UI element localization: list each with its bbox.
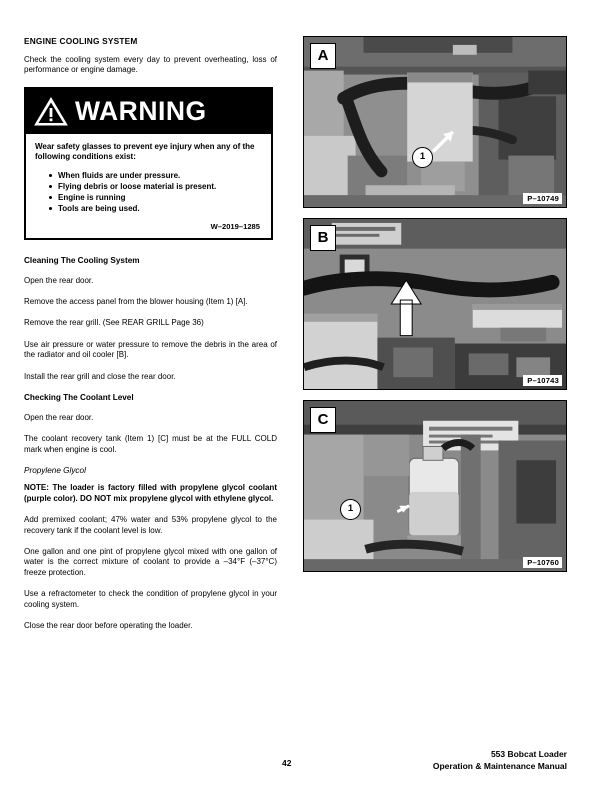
footer-line-2: Operation & Maintenance Manual xyxy=(432,761,567,771)
coolant-paragraph-1: Open the rear door. xyxy=(24,413,94,423)
figure-c-code: P–10760 xyxy=(523,557,562,568)
figure-c-letter: C xyxy=(310,407,336,433)
warning-word: WARNING xyxy=(75,96,207,127)
cleaning-paragraph-3: Remove the rear grill. (See REAR GRILL Page 36) xyxy=(24,318,204,328)
footer-manual-title xyxy=(433,748,567,772)
propylene-paragraph-1: Add premixed coolant; 47% water and 53% propylene glycol to the recovery tank if the coolant level is low. xyxy=(24,515,277,535)
page-footer xyxy=(24,744,567,772)
page-number: 42 xyxy=(282,758,292,768)
footer-line-1: 553 Bobcat Loader xyxy=(490,749,567,759)
cleaning-paragraph-4: Use air pressure or water pressure to remove the debris in the area of the radiator and oil cooler [B]. xyxy=(24,339,277,360)
propylene-glycol-heading: Propylene Glycol xyxy=(24,466,86,476)
coolant-recovery-tank-photo xyxy=(304,401,566,571)
warning-triangle-icon xyxy=(34,96,68,126)
list-item: Tools are being used. xyxy=(49,203,262,214)
list-item: Engine is running xyxy=(49,192,262,203)
page-title: ENGINE COOLING SYSTEM xyxy=(24,36,138,46)
figure-a-letter: A xyxy=(310,43,336,69)
figure-c-callout-1: 1 xyxy=(340,499,361,520)
cleaning-paragraph-2: Remove the access panel from the blower housing (Item 1) [A]. xyxy=(24,297,248,307)
warning-bullet-list xyxy=(35,170,262,214)
warning-body xyxy=(26,134,271,238)
list-item: When fluids are under pressure. xyxy=(49,170,262,181)
warning-lead-text: Wear safety glasses to prevent eye injury when any of the following conditions exist: xyxy=(35,141,255,162)
figure-b-letter: B xyxy=(310,225,336,251)
coolant-heading: Checking The Coolant Level xyxy=(24,393,134,403)
warning-box xyxy=(24,87,273,240)
figure-c xyxy=(303,400,567,572)
warning-code: W–2019–1285 xyxy=(210,221,260,231)
figure-a-code: P–10749 xyxy=(523,193,562,204)
cleaning-paragraph-1: Open the rear door. xyxy=(24,275,94,285)
note-label: NOTE: xyxy=(24,483,49,493)
figure-a xyxy=(303,36,567,208)
intro-paragraph: Check the cooling system every day to prevent overheating, loss of performance or engine damage. xyxy=(24,55,277,75)
figure-a-callout-1: 1 xyxy=(412,147,433,168)
note-text: The loader is factory filled with propylene glycol coolant (purple color). DO NOT mix propylene glycol with ethylene glycol. xyxy=(24,483,277,503)
note-paragraph xyxy=(24,483,277,504)
warning-banner xyxy=(26,89,271,134)
propylene-paragraph-3: Use a refractometer to check the condition of propylene glycol in your cooling system. xyxy=(24,589,277,609)
propylene-paragraph-2: One gallon and one pint of propylene glycol mixed with one gallon of water is the correct mixture of coolant to provide a –34°F (–37°C) freeze protection. xyxy=(24,546,277,577)
list-item: Flying debris or loose material is present. xyxy=(49,181,262,192)
radiator-oil-cooler-photo xyxy=(304,219,566,389)
engine-compartment-hose-photo xyxy=(304,37,566,207)
cleaning-paragraph-5: Install the rear grill and close the rear door. xyxy=(24,371,176,381)
coolant-paragraph-2: The coolant recovery tank (Item 1) [C] must be at the FULL COLD mark when engine is cool. xyxy=(24,434,277,454)
propylene-paragraph-4: Close the rear door before operating the loader. xyxy=(24,620,193,630)
figure-b xyxy=(303,218,567,390)
cleaning-heading: Cleaning The Cooling System xyxy=(24,255,140,265)
left-text-column xyxy=(24,36,277,642)
figure-b-code: P–10743 xyxy=(523,375,562,386)
